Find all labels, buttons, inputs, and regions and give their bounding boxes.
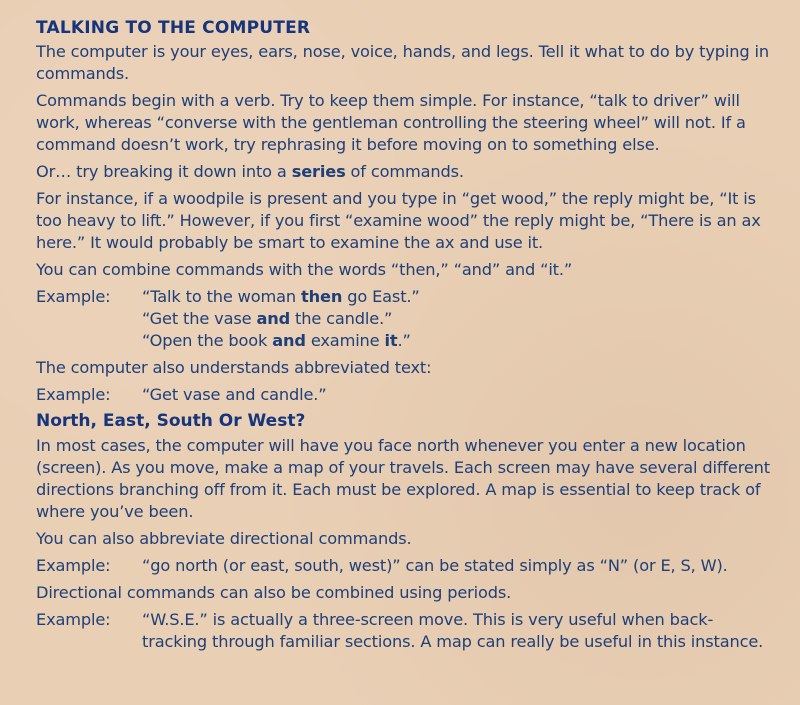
- north-paragraph: In most cases, the computer will have you face north whenever you enter a new location (screen). As you move, make a map of your travels. Each screen may have several different directions branching off from it. Each must be explored. A map is essential to keep track of where you’ve been.: [36, 436, 770, 521]
- intro-paragraph: The computer is your eyes, ears, nose, voice, hands, and legs. Tell it what to do by typing in commands.: [36, 42, 769, 83]
- example-combine-lines: [142, 286, 774, 352]
- example-text: .”: [397, 331, 411, 350]
- commands-paragraph: Commands begin with a verb. Try to keep them simple. For instance, “talk to driver” will work, whereas “converse with the gentleman controlling the steering wheel” will not. If a command doesn’t work, try rephrasing it before moving on to something else.: [36, 91, 746, 154]
- example-line-and: [142, 308, 774, 330]
- series-bold: series: [291, 162, 346, 181]
- example-periods-text: “W.S.E.” is actually a three-screen move. This is very useful when back-tracking through familiar sections. A map can really be useful in this instance.: [142, 610, 764, 651]
- periods-paragraph: Directional commands can also be combined using periods.: [36, 583, 512, 602]
- example-combine: [36, 286, 774, 352]
- example-text: go East.”: [342, 287, 420, 306]
- example-directions-text: “go north (or east, south, west)” can be stated simply as “N” (or E, S, W).: [142, 556, 728, 575]
- example-periods: [36, 609, 774, 653]
- example-keyword: it: [384, 331, 398, 350]
- example-label: Example:: [36, 556, 111, 575]
- example-line-it: [142, 330, 774, 352]
- series-paragraph: [36, 161, 774, 183]
- abbreviated-paragraph: The computer also understands abbreviated text:: [36, 358, 432, 377]
- example-keyword: and: [272, 331, 306, 350]
- example-label: Example:: [36, 385, 111, 404]
- example-text: “Get the vase: [142, 309, 257, 328]
- example-text: “Open the book: [142, 331, 273, 350]
- section-title-directions: North, East, South Or West?: [36, 411, 306, 431]
- example-text: “Talk to the woman: [142, 287, 302, 306]
- example-keyword: and: [256, 309, 291, 328]
- example-abbreviated: [36, 384, 774, 406]
- example-directions: [36, 555, 774, 577]
- combine-paragraph: You can combine commands with the words “then,” “and” and “it.”: [36, 260, 573, 279]
- example-text: examine: [305, 331, 385, 350]
- example-text: the candle.”: [290, 309, 393, 328]
- series-text-after: of commands.: [345, 162, 464, 181]
- example-label: Example:: [36, 287, 111, 306]
- woodpile-paragraph: For instance, if a woodpile is present and you type in “get wood,” the reply might be, “It is too heavy to lift.” However, if you first “examine wood” the reply might be, “There is an ax here.” It would probably be smart to examine the ax and use it.: [36, 189, 761, 252]
- example-abbreviated-text: “Get vase and candle.”: [142, 385, 327, 404]
- example-label: Example:: [36, 610, 111, 629]
- series-text-before: Or… try breaking it down into a: [36, 162, 292, 181]
- page-title: TALKING TO THE COMPUTER: [36, 18, 311, 38]
- example-line-then: [142, 286, 774, 308]
- example-keyword: then: [301, 287, 343, 306]
- abbreviate-directions-paragraph: You can also abbreviate directional commands.: [36, 529, 412, 548]
